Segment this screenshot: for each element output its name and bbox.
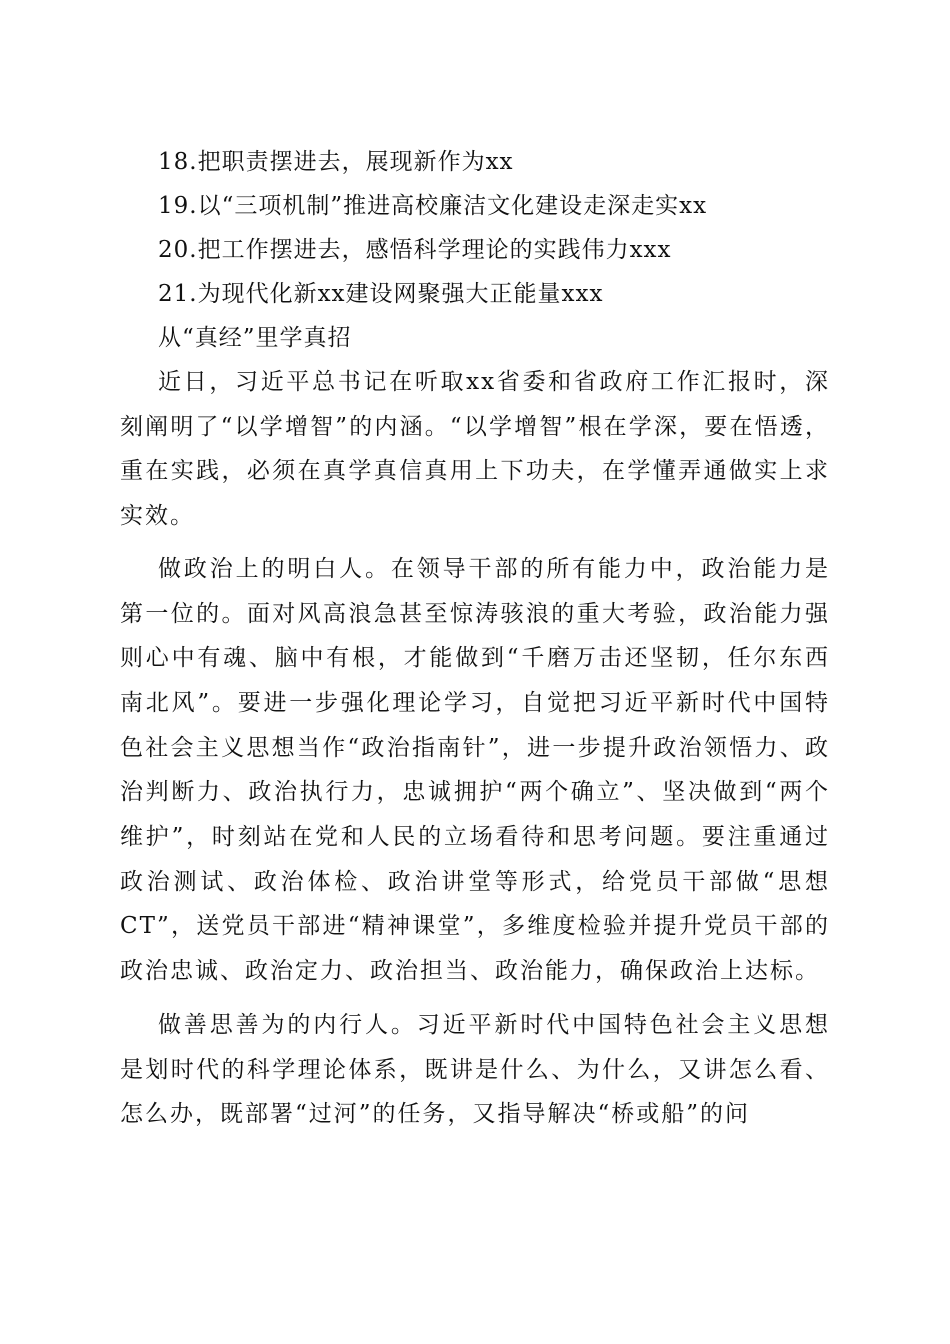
- paragraph-intro: 近日，习近平总书记在听取xx省委和省政府工作汇报时，深刻阐明了“以学增智”的内涵。“以学增智”根在学深，要在悟透，重在实践，必须在真学真信真用上下功夫，在学懂弄通做实上求实效。: [120, 369, 830, 530]
- paragraph-expert: 做善思善为的内行人。习近平新时代中国特色社会主义思想是划时代的科学理论体系，既讲是什么、为什么，又讲怎么看、怎么办，既部署“过河”的任务，又指导解决“桥或船”的问: [120, 1011, 830, 1128]
- paragraph-political: 做政治上的明白人。在领导干部的所有能力中，政治能力是第一位的。面对风高浪急甚至惊涛骇浪的重大考验，政治能力强则心中有魂、脑中有根，才能做到“千磨万击还坚韧，任尔东西南北风”。要进一步强化理论学习，自觉把习近平新时代中国特色社会主义思想当作“政治指南针”，进一步提升政治领悟力、政治判断力、政治执行力，忠诚拥护“两个确立”、坚决做到“两个维护”，时刻站在党和人民的立场看待和思考问题。要注重通过政治测试、政治体检、政治讲堂等形式，给党员干部做“思想CT”，送党员干部进“精神课堂”，多维度检验并提升党员干部的政治忠诚、政治定力、政治担当、政治能力，确保政治上达标。: [120, 555, 830, 985]
- article-title: 从“真经”里学真招: [158, 325, 352, 351]
- article-list: [120, 140, 840, 360]
- article-body: [120, 360, 830, 1137]
- list-item[interactable]: 20.把工作摆进去，感悟科学理论的实践伟力xxx: [158, 237, 672, 263]
- list-item[interactable]: 19.以“三项机制”推进高校廉洁文化建设走深走实xx: [158, 193, 708, 219]
- list-item[interactable]: 21.为现代化新xx建设网聚强大正能量xxx: [158, 281, 604, 307]
- list-item[interactable]: 18.把职责摆进去，展现新作为xx: [158, 149, 514, 175]
